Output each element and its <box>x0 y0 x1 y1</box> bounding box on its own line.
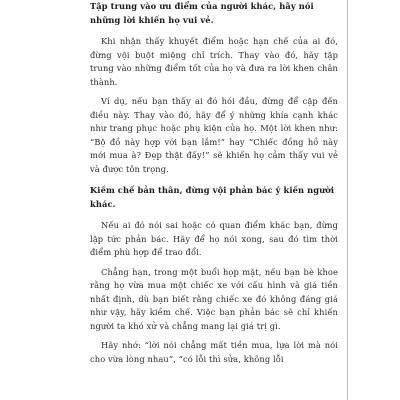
section-heading-1: Tập trung vào ưu điểm của người khác, hãy nói những lời khiến họ vui vẻ. <box>90 1 314 25</box>
paragraph-1: Khi nhận thấy khuyết điểm hoặc hạn chế của ai đó, đừng vội buột miệng chỉ trích. Thay vào đó, hãy tập trung vào những điểm tốt của họ và đưa ra lời khen chân thành. <box>90 36 338 87</box>
section-heading-2: Kiềm chế bản thân, đừng vội phản bác ý kiến người khác. <box>90 185 335 209</box>
page-edge <box>347 0 348 400</box>
paragraph-2: Ví dụ, nếu bạn thấy ai đó hói đầu, đừng để cập đến điều này. Thay vào đó, hãy để ý những khía cạnh khác như trang phục hoặc phụ kiện của họ. Một lời khen như: “Bộ đồ này hợp với bạn lắm!” hay “Chiếc đồng hồ này mới mua à? Đẹp thật đấy!” sẽ khiến họ cảm thấy vui vẻ và được tôn trọng. <box>90 96 338 174</box>
paragraph-4: Chẳng hạn, trong một buổi họp mặt, nếu bạn bè khoe rằng họ vừa mua một chiếc xe với cấu hình và giá tiền nhất định, dù bạn biết rằng chiếc xe đó không đáng giá như vậy, hãy kiềm chế. Việc bạn phản bác sẽ chỉ khiến người ta khó xử và chẳng mang lại giá trị gì. <box>90 266 338 331</box>
text-column <box>90 0 338 366</box>
paragraph-3: Nếu ai đó nói sai hoặc có quan điểm khác bạn, đừng lập tức phản bác. Hãy để họ nói xong, sau đó tìm thời điểm phù hợp để trao đổi. <box>90 220 338 257</box>
paragraph-5: Hãy nhớ: “lời nói chẳng mất tiền mua, lựa lời mà nói cho vừa lòng nhau”, “có lỗi thì sửa, không lỗi <box>90 340 338 364</box>
